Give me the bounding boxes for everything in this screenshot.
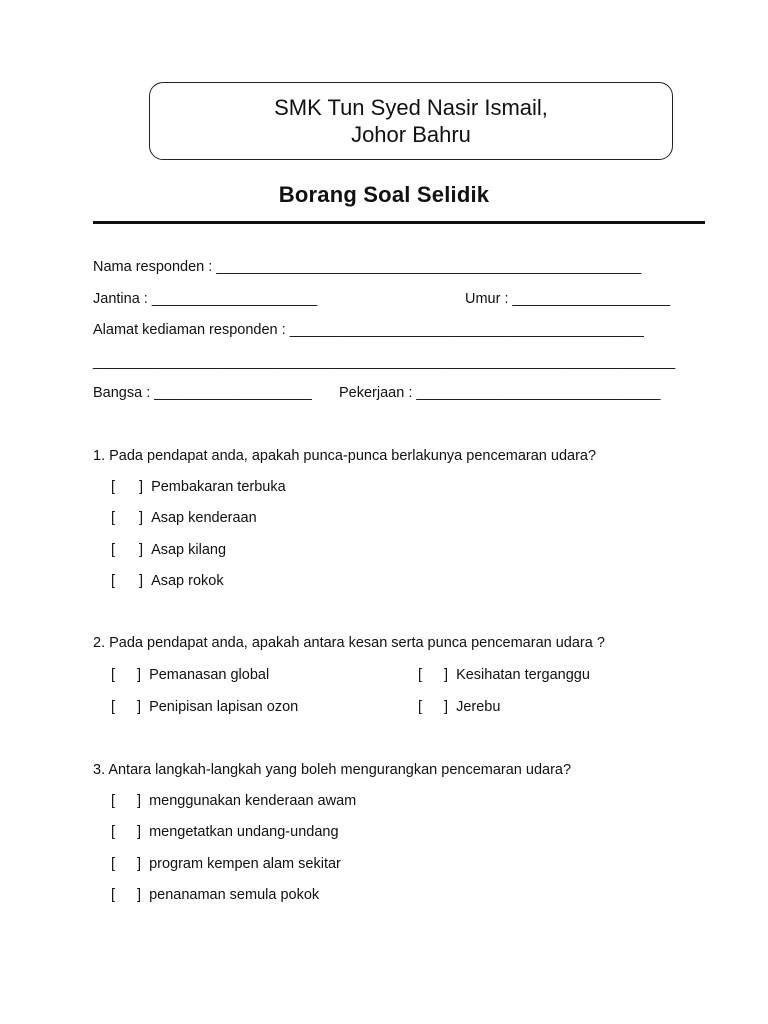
- checkbox-close: ]: [139, 542, 144, 558]
- school-name: SMK Tun Syed Nasir Ismail,: [274, 95, 548, 120]
- field-bangsa-label: Bangsa :: [93, 385, 151, 401]
- field-jantina: [93, 290, 317, 308]
- checkbox-open: [: [111, 887, 116, 903]
- option-label: Penipisan lapisan ozon: [149, 699, 299, 715]
- field-pekerjaan-blank[interactable]: _______________________________: [416, 385, 661, 401]
- form-title: Borang Soal Selidik: [278, 182, 490, 207]
- q1-option[interactable]: [111, 541, 226, 559]
- checkbox-close: ]: [137, 793, 142, 809]
- q2-option[interactable]: [111, 666, 269, 684]
- checkbox-close: ]: [137, 667, 142, 683]
- checkbox-close: ]: [139, 510, 144, 526]
- field-nama: [93, 258, 641, 276]
- option-label: Jerebu: [456, 699, 501, 715]
- checkbox-close: ]: [444, 667, 449, 683]
- checkbox-open: [: [111, 699, 116, 715]
- field-alamat-blank2[interactable]: __________________________________________________________________________: [93, 354, 675, 370]
- field-jantina-blank[interactable]: _____________________: [151, 291, 318, 307]
- checkbox-close: ]: [444, 699, 449, 715]
- field-pekerjaan-label: Pekerjaan :: [339, 385, 413, 401]
- checkbox-open: [: [418, 667, 423, 683]
- checkbox-open: [: [111, 824, 116, 840]
- q3-option[interactable]: [111, 823, 339, 841]
- field-alamat-label: Alamat kediaman responden :: [93, 322, 286, 338]
- field-umur-blank[interactable]: ____________________: [512, 291, 670, 307]
- title-divider: [93, 221, 705, 224]
- option-label: menggunakan kenderaan awam: [149, 793, 357, 809]
- field-bangsa: [93, 384, 312, 402]
- checkbox-open: [: [111, 667, 116, 683]
- option-label: Kesihatan terganggu: [456, 667, 590, 683]
- checkbox-close: ]: [137, 824, 142, 840]
- checkbox-open: [: [111, 793, 116, 809]
- checkbox-open: [: [111, 856, 116, 872]
- field-nama-label: Nama responden :: [93, 259, 213, 275]
- option-label: Asap kenderaan: [151, 510, 257, 526]
- q1-option[interactable]: [111, 572, 224, 590]
- option-label: penanaman semula pokok: [149, 887, 320, 903]
- option-label: Pemanasan global: [149, 667, 270, 683]
- question-1: 1. Pada pendapat anda, apakah punca-punca berlakunya pencemaran udara?: [93, 448, 597, 464]
- school-header-box: [149, 82, 673, 160]
- field-umur-label: Umur :: [465, 291, 509, 307]
- question-3: 3. Antara langkah-langkah yang boleh mengurangkan pencemaran udara?: [93, 762, 572, 778]
- q2-option[interactable]: [111, 698, 298, 716]
- option-label: Pembakaran terbuka: [151, 479, 286, 495]
- option-label: Asap kilang: [151, 542, 227, 558]
- checkbox-open: [: [111, 542, 116, 558]
- checkbox-open: [: [111, 573, 116, 589]
- school-city: Johor Bahru: [351, 122, 471, 147]
- option-label: program kempen alam sekitar: [149, 856, 341, 872]
- checkbox-close: ]: [137, 856, 142, 872]
- field-umur: [465, 290, 670, 308]
- q2-option[interactable]: [418, 666, 590, 684]
- question-2: 2. Pada pendapat anda, apakah antara kesan serta punca pencemaran udara ?: [93, 635, 605, 651]
- q3-option[interactable]: [111, 886, 319, 904]
- checkbox-open: [: [418, 699, 423, 715]
- field-jantina-label: Jantina :: [93, 291, 148, 307]
- field-alamat: [93, 321, 644, 339]
- checkbox-open: [: [111, 510, 116, 526]
- checkbox-close: ]: [137, 699, 142, 715]
- q1-option[interactable]: [111, 478, 286, 496]
- q1-option[interactable]: [111, 509, 257, 527]
- q3-option[interactable]: [111, 792, 356, 810]
- q3-option[interactable]: [111, 855, 341, 873]
- option-label: mengetatkan undang-undang: [149, 824, 339, 840]
- checkbox-close: ]: [139, 573, 144, 589]
- checkbox-open: [: [111, 479, 116, 495]
- q2-option[interactable]: [418, 698, 500, 716]
- checkbox-close: ]: [139, 479, 144, 495]
- field-pekerjaan: [339, 384, 660, 402]
- checkbox-close: ]: [137, 887, 142, 903]
- field-alamat-blank[interactable]: _____________________________________________: [289, 322, 644, 338]
- option-label: Asap rokok: [151, 573, 224, 589]
- field-nama-blank[interactable]: ______________________________________________________: [216, 259, 641, 275]
- field-alamat-line2: [93, 353, 675, 371]
- field-bangsa-blank[interactable]: ____________________: [154, 385, 312, 401]
